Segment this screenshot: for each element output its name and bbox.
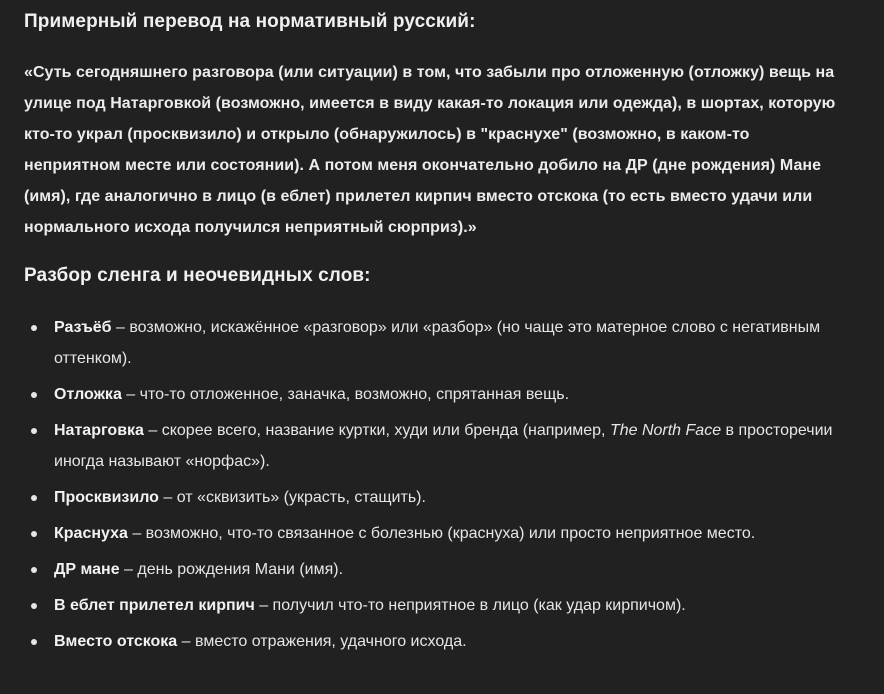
translation-heading: Примерный перевод на нормативный русский: — [24, 11, 476, 32]
slang-description: – возможно, что-то связанное с болезнью (краснуха) или просто неприятное место. — [127, 525, 756, 542]
list-item — [24, 379, 844, 410]
bullet-icon — [31, 639, 37, 645]
bullet-icon — [31, 325, 37, 331]
slang-term: Краснуха — [54, 525, 128, 542]
list-item — [24, 518, 844, 549]
bullet-icon — [31, 603, 37, 609]
slang-heading: Разбор сленга и неочевидных слов: — [24, 265, 371, 286]
slang-description: – вместо отражения, удачного исхода. — [177, 633, 467, 650]
bullet-icon — [31, 567, 37, 573]
slang-term: ДР мане — [54, 561, 120, 578]
bullet-icon — [31, 428, 37, 434]
slang-description: – получил что-то неприятное в лицо (как удар кирпичом). — [254, 597, 686, 614]
slang-description-end: в просторечии иногда называют «норфас»). — [54, 422, 833, 470]
translation-paragraph: «Суть сегодняшнего разговора (или ситуации) в том, что забыли про отложенную (отложку) вещь на улице под Натарговкой (возможно, имеется в виду какая-то локация или одежда), в шортах, которую кто-то украл (просквизило) и открыло (обнаружилось) в "краснухе" (возможно, в каком-то неприятном месте или состоянии). А потом меня окончательно добило на ДР (дне рождения) Мане (имя), где аналогично в лицо (в еблет) прилетел кирпич вместо отскока (то есть вместо удачи или нормального исхода получился неприятный сюрприз).» — [24, 64, 836, 236]
bullet-icon — [31, 392, 37, 398]
slang-description: – день рождения Мани (имя). — [119, 561, 344, 578]
list-item — [24, 626, 844, 657]
brand-name: The North Face — [609, 422, 722, 439]
slang-description: – что-то отложенное, заначка, возможно, спрятанная вещь. — [121, 386, 570, 403]
slang-description: – возможно, искажённое «разговор» или «разбор» (но чаще это матерное слово с негативным оттенком). — [54, 319, 821, 367]
list-item — [24, 482, 844, 513]
slang-description: – скорее всего, название куртки, худи или бренда (например, — [143, 422, 610, 439]
slang-description: – от «сквизить» (украсть, стащить). — [158, 489, 426, 506]
slang-term: Отложка — [54, 386, 122, 403]
slang-term: Разъёб — [54, 319, 112, 336]
slang-term: В еблет прилетел кирпич — [54, 597, 255, 614]
list-item — [24, 312, 844, 374]
bullet-icon — [31, 495, 37, 501]
slang-term: Натарговка — [54, 422, 144, 439]
bullet-icon — [31, 531, 37, 537]
list-item — [24, 415, 844, 477]
slang-list — [24, 312, 844, 657]
list-item — [24, 590, 844, 621]
slang-term: Просквизило — [54, 489, 159, 506]
slang-term: Вместо отскока — [54, 633, 178, 650]
list-item — [24, 554, 844, 585]
